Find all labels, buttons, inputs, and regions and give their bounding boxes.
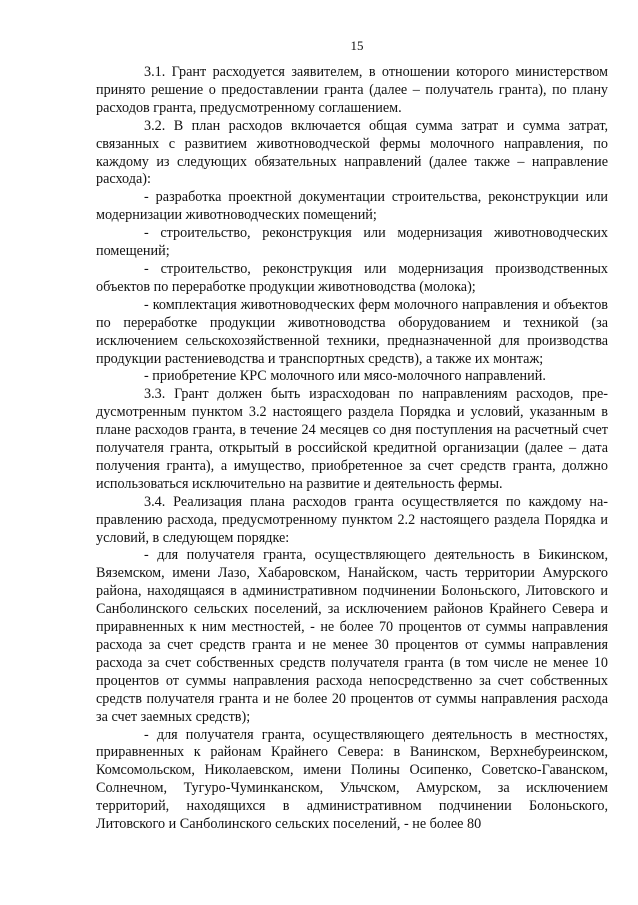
list-item-southern-districts: - для получателя гранта, осуществляющего деятельность в Бикинском, Вяземском, имени Лазо, Хабаровском, Нанайском, часть территории Амурского района, находящаяся в административном подчинении Болоньского, Литовского и Санболинского сельских поселений, за исключением районов Крайнего Севера и приравненных к ним местностей, - не более 70 процентов от суммы направления расхода за счет средств гранта и не менее 30 процентов от суммы направления расхода за счет собственных средств получателя гранта (в том числе не менее 10 процентов от суммы направления расхода непосредственно за счет собственных средств получателя гранта и не более 20 процентов от суммы направления расхода за счет заемных средств); [96, 547, 608, 725]
list-item-design-documentation: - разработка проектной документации строительства, реконструкции или модернизации животноводческих помещений; [96, 189, 608, 224]
list-item-equipment: - комплектация животноводческих ферм молочного направления и объектов по переработке продукции животноводства оборудованием и техникой (за исключением сельскохозяйственной техники, предназначенной для производства продукции растениеводства и транспортных средств), а также их монтаж; [96, 296, 608, 367]
paragraph-3-1: 3.1. Грант расходуется заявителем, в отношении которого министерством принято решение о предоставлении гранта (далее – получатель гранта), по плану расходов гранта, предусмотренному соглашением. [96, 64, 608, 116]
paragraph-3-2: 3.2. В план расходов включается общая сумма затрат и сумма затрат, связанных с развитием животноводческой фермы молочного направления, по каждому из следующих обязательных направлений (далее также – направление расхода): [96, 117, 608, 188]
list-item-livestock-buildings: - строительство, реконструкция или модернизация животноводческих помещений; [96, 225, 608, 260]
page-number: 15 [350, 38, 364, 53]
paragraph-3-4: 3.4. Реализация плана расходов гранта осуществляется по каждому направлению расхода, предусмотренному пунктом 2.2 настоящего раздела Порядка и условий, в следующем порядке: [96, 493, 608, 546]
list-item-cattle-purchase: - приобретение КРС молочного или мясо-молочного направлений. [144, 368, 546, 385]
paragraph-3-3: 3.3. Грант должен быть израсходован по направлениям расходов, предусмотренным пунктом 3.2 настоящего раздела Порядка и условий, указанным в плане расходов гранта, в течение 24 месяцев со дня поступления на расчетный счет получателя гранта, открытый в российской кредитной организации (далее – дата получения гранта), а имущество, приобретенное за счет средств гранта, должно использоваться исключительно на развитие и деятельность фермы. [96, 386, 608, 492]
list-item-northern-districts: - для получателя гранта, осуществляющего деятельность в местностях, приравненных к районам Крайнего Севера: в Ванинском, Верхнебуреинском, Комсомольском, Николаевском, имени Полины Осипенко, Советско-Гаванском, Солнечном, Тугуро-Чуминканском, Ульчском, Амурском, за исключением территорий, находящихся в административном подчинении Болоньского, Литовского и Санболинского сельских поселений, - не более 80 [96, 726, 608, 833]
list-item-processing-facilities: - строительство, реконструкция или модернизация производственных объектов по переработке продукции животноводства (молока); [96, 260, 608, 295]
